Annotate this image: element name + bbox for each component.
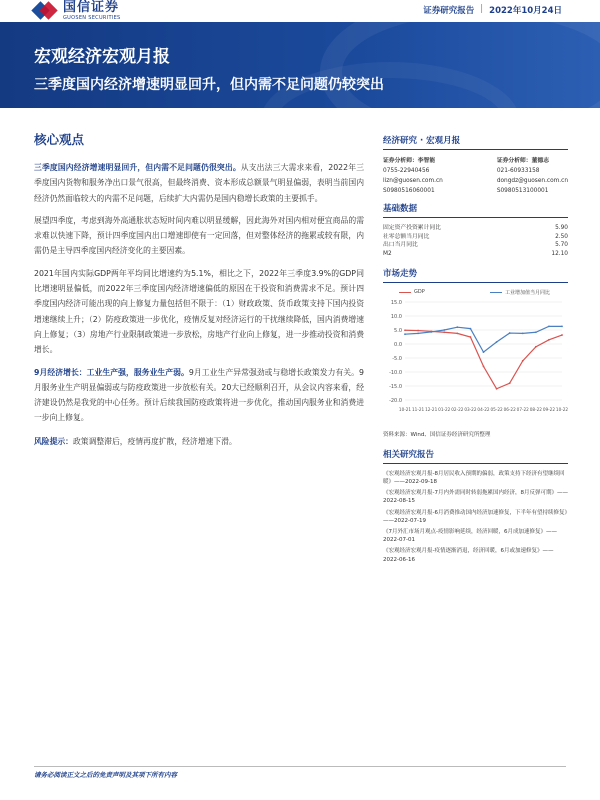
data-value: 12.10	[551, 251, 568, 258]
data-value: 2.50	[555, 233, 568, 240]
x-tick-label: 11-21	[411, 406, 425, 412]
paragraph-4-body: 9月工业生产异常强劲或与稳增长政策发力有关。9月服务业生产明显偏弱或与防疫政策进一步放松有关。20大已经顺利召开，从会议内容来看，经济建设仍然是我党的中心任务。预计后续我国防疫政策将进一步优化，推动国内服务业和消费进一步向上修复。	[34, 367, 364, 423]
series-point-1	[417, 332, 419, 334]
y-tick-label: 5.0	[394, 327, 402, 334]
series-line-0	[405, 330, 562, 389]
data-label: 固定资产投资累计同比	[383, 225, 441, 231]
logo-cn: 国信证券	[63, 0, 120, 15]
related-reports-heading: 相关研究报告	[383, 448, 568, 464]
risk-lead: 风险提示：	[34, 436, 73, 446]
data-row	[383, 241, 568, 250]
analyst-1-email[interactable]: lizn@guosen.com.cn	[383, 178, 443, 184]
series-point-1	[548, 325, 550, 327]
x-tick-label: 05-22	[490, 406, 503, 412]
analyst-2	[497, 156, 568, 196]
series-point-0	[496, 388, 498, 390]
basic-data-table	[383, 224, 568, 259]
series-point-0	[456, 332, 458, 334]
series-point-0	[535, 346, 537, 348]
paragraph-1-body: 从支出法三大需求来看，2022年三季度国内货物和服务净出口景气很高，但最终消费、资本形成总额景气明显偏弱，表明当前国内经济仍然面临较大的内需不足问题，后续扩大内需仍是国内稳增长政策的主要抓手。	[34, 163, 365, 203]
series-point-0	[443, 331, 445, 333]
related-report-item[interactable]: 《宏观经济宏观月报-8月居民收入预期的偏弱，政策支持下经济有望继续回暖》——2022-09-18	[383, 470, 565, 486]
core-views-section	[34, 130, 364, 456]
series-point-1	[496, 341, 498, 343]
series-point-1	[483, 351, 485, 353]
research-heading: 经济研究 · 宏观月报	[383, 134, 568, 150]
chart-legend	[383, 289, 568, 296]
series-point-0	[509, 382, 511, 384]
related-report-item[interactable]: 《宏观经济宏观月报-6月消费推动国内经济加速修复，下半年有望持续修复》——2022-07-19	[383, 509, 568, 524]
series-point-0	[483, 365, 485, 367]
series-point-1	[430, 331, 432, 333]
y-tick-label: -15.0	[389, 383, 402, 390]
legend-swatch	[490, 292, 502, 294]
data-value: 5.70	[555, 242, 568, 249]
sidebar	[383, 134, 568, 567]
legend-item-industry	[490, 289, 550, 296]
series-point-1	[470, 328, 472, 330]
risk-body: 政策调整滞后，疫情再度扩散，经济增速下滑。	[72, 436, 237, 446]
logo-mark-icon	[34, 2, 58, 20]
report-subtitle: 三季度国内经济增速明显回升，但内需不足问题仍较突出	[34, 77, 384, 93]
title-banner	[0, 22, 600, 108]
series-point-1	[522, 332, 524, 334]
x-tick-label: 07-22	[516, 406, 529, 412]
series-point-0	[470, 336, 472, 338]
series-point-0	[404, 329, 406, 331]
x-tick-label: 10-22	[555, 406, 568, 412]
related-report-item[interactable]: 《宏观经济宏观月报-7月内外需同时转弱拖累国内经济，8月反弹可期》——2022-08-15	[383, 490, 568, 505]
report-type: 证券研究报告	[423, 6, 475, 16]
series-point-1	[561, 325, 563, 327]
series-point-1	[404, 333, 406, 335]
analyst-1-cert: S0980516060001	[383, 188, 435, 194]
core-views-heading: 核心观点	[34, 132, 85, 147]
analyst-2-title: 证券分析师：董德志	[496, 158, 549, 164]
market-trend-chart	[383, 298, 568, 426]
y-tick-label: -20.0	[389, 397, 402, 404]
footer-disclaimer: 请务必阅读正文之后的免责声明及其项下所有内容	[34, 771, 177, 779]
data-label: 社零总额当月同比	[383, 233, 430, 240]
related-report-item[interactable]: 《宏观经济宏观月报-疫情逐渐消退，经济回暖，6月或加速修复》——2022-06-16	[383, 548, 554, 563]
data-value: 5.90	[555, 225, 568, 231]
x-tick-label: 04-22	[477, 406, 490, 412]
series-point-0	[522, 360, 524, 362]
report-meta	[423, 4, 562, 16]
analyst-2-email[interactable]: dongdz@guosen.com.cn	[496, 178, 568, 184]
legend-label: GDP	[414, 289, 425, 296]
data-row	[383, 250, 568, 259]
data-row	[383, 224, 568, 233]
data-label: M2	[383, 251, 392, 258]
x-tick-label: 01-22	[438, 406, 451, 412]
series-point-0	[417, 329, 419, 331]
analyst-2-phone: 021-60933158	[496, 168, 540, 174]
x-tick-label: 09-22	[542, 406, 556, 412]
y-tick-label: 15.0	[390, 299, 402, 306]
analyst-1	[383, 156, 443, 196]
footer-divider	[34, 766, 566, 767]
y-tick-label: 0.0	[394, 341, 402, 348]
analyst-1-title: 证券分析师：李智能	[383, 158, 436, 164]
paragraph-1	[34, 160, 364, 206]
related-report-item[interactable]: 《7月外汇市场月观点-疫情影响延续，经济回暖，6月成加速修复》——2022-07-01	[383, 529, 557, 544]
x-tick-label: 02-22	[451, 406, 464, 412]
data-row	[383, 233, 568, 242]
related-reports-list	[383, 470, 568, 564]
risk-warning	[34, 434, 364, 449]
paragraph-4-lead: 9月经济增长：工业生产强，服务业生产弱。	[34, 367, 189, 377]
chart-source: 资料来源：Wind、国信证券经济研究所整理	[383, 431, 491, 438]
paragraph-4	[34, 365, 364, 426]
series-point-1	[443, 329, 445, 331]
legend-label: 工业增加值当月同比	[504, 289, 550, 296]
series-point-0	[561, 334, 563, 336]
y-tick-label: -10.0	[389, 369, 402, 376]
market-trend-heading: 市场走势	[383, 267, 568, 283]
report-title: 宏观经济宏观月报	[34, 47, 170, 67]
series-point-0	[548, 339, 550, 341]
legend-item-gdp	[399, 289, 425, 296]
basic-data-heading: 基础数据	[383, 202, 568, 218]
data-label: 出口当月同比	[383, 242, 418, 249]
analyst-list	[383, 156, 568, 196]
logo-en: GUOSEN SECURITIES	[63, 15, 121, 21]
x-tick-label: 08-22	[529, 406, 542, 412]
series-point-1	[456, 326, 458, 328]
x-tick-label: 10-21	[398, 406, 412, 412]
paragraph-2: 展望四季度，考虑到海外高通胀状态短时间内难以明显缓解，因此海外对国内相对便宜商品的需求难以快速下降，预计四季度国内出口增速即使有一定回落，但对整体经济的拖累或较有限，内需仍是主导四季度国内经济变化的主要因素。	[34, 215, 364, 256]
series-point-1	[509, 332, 511, 334]
meta-separator: |	[480, 4, 484, 14]
x-tick-label: 06-22	[503, 406, 516, 412]
company-logo	[34, 0, 121, 22]
series-point-1	[535, 331, 537, 333]
trend-chart-svg	[383, 298, 568, 416]
x-tick-label: 12-21	[425, 406, 438, 412]
paragraph-3: 2021年国内实际GDP两年平均同比增速约为5.1%，相比之下，2022年三季度3.9%的GDP同比增速明显偏低，而2022年三季度国内经济增速偏低的原因在于投资和消费需求不足。预计四季度国内经济可能出现的向上修复力量包括但不限于：（1）财政政策、货币政策支持下国内投资增速继续上升；（2）防疫政策进一步优化，疫情反复对经济运行的干扰继续降低，国内消费增速向上修复；（3）房地产行业限制政策进一步放松，房地产行业向上修复，进一步推动投资和消费增长。	[34, 268, 364, 355]
report-date: 2022年10月24日	[489, 6, 562, 16]
paragraph-1-lead: 三季度国内经济增速明显回升，但内需不足问题仍很突出。	[34, 163, 241, 172]
analyst-2-cert: S0980513100001	[496, 188, 549, 194]
y-tick-label: 10.0	[390, 313, 402, 320]
legend-swatch	[399, 292, 411, 294]
analyst-1-phone: 0755-22940456	[383, 168, 430, 174]
x-tick-label: 03-22	[464, 406, 477, 412]
y-tick-label: -5.0	[392, 355, 402, 362]
